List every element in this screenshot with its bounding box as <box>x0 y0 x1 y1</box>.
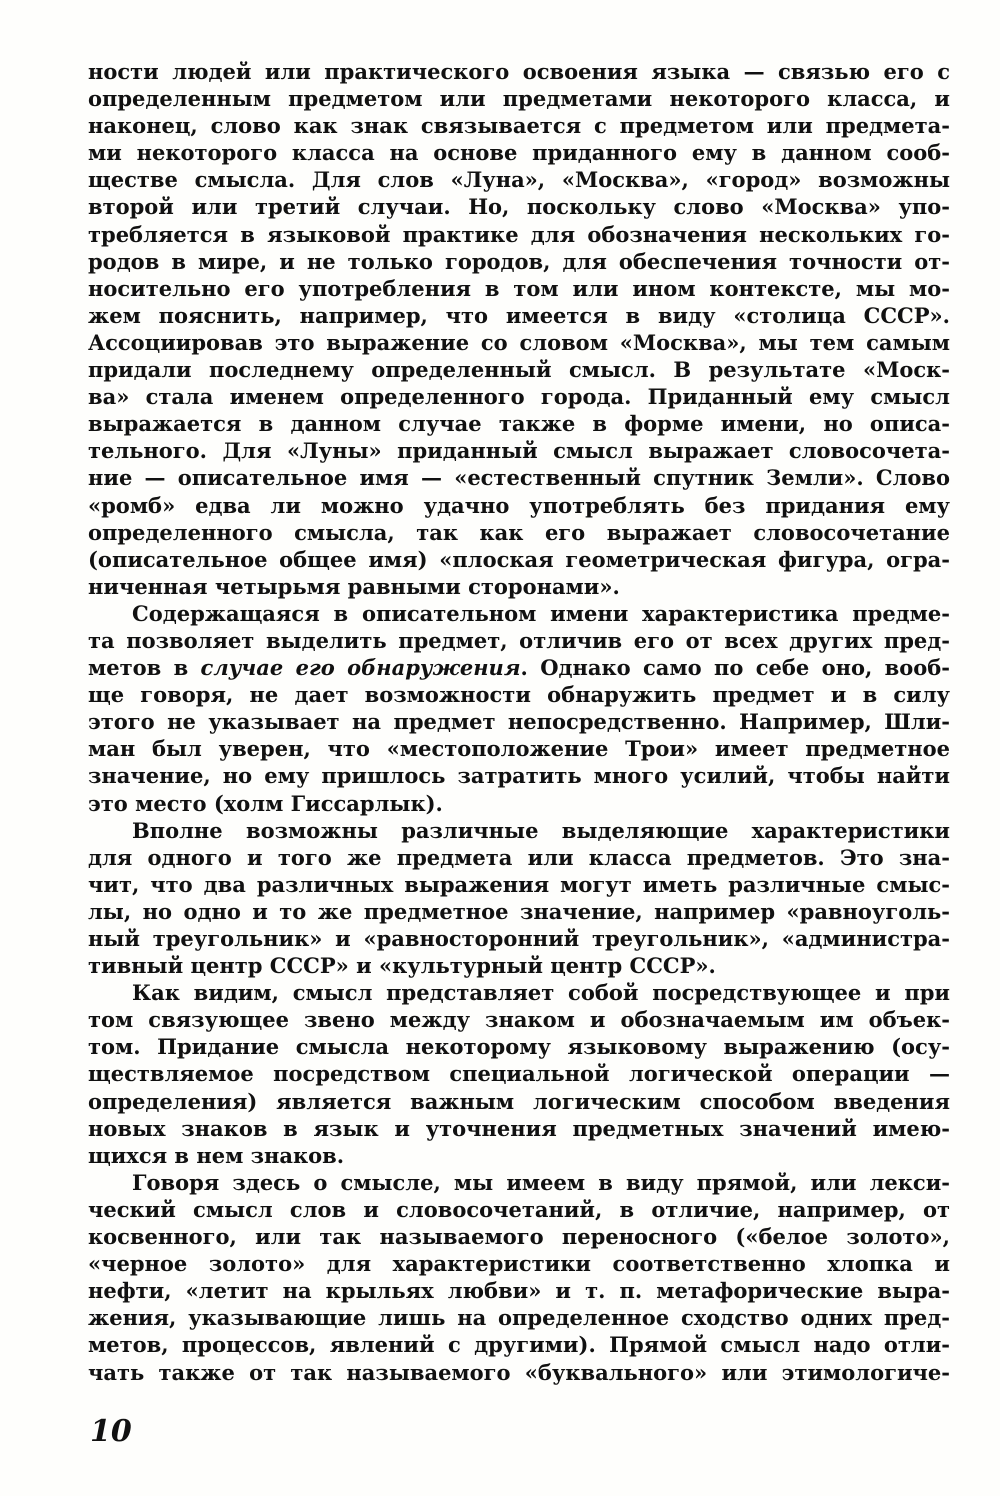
text-line <box>88 654 950 681</box>
text-line: ществе смысла. Для слов «Луна», «Москва», «город» возможны <box>88 167 950 193</box>
text-line: тельного. Для «Луны» приданный смысл выражает словосочета- <box>88 438 950 464</box>
text-line: «ромб» едва ли можно удачно употреблять без придания ему <box>88 492 950 518</box>
text-line: требляется в языковой практике для обозначения нескольких го- <box>88 221 950 247</box>
text-line: том. Придание смысла некоторому языковому выражению (осу- <box>88 1034 950 1060</box>
text-line: придали последнему определенный смысл. В результате «Моск- <box>88 357 950 383</box>
text-line: щихся в нем знаков. <box>88 1142 345 1168</box>
text-line: лы, но одно и то же предметное значение, например «равноуголь- <box>88 898 950 924</box>
text-line: косвенного, или так называемого переносного («белое золото», <box>88 1224 950 1250</box>
text-line: жения, указывающие лишь на определенное сходство одних пред- <box>88 1305 950 1331</box>
text-line: носительно его употребления в том или ином контексте, мы мо- <box>88 275 950 301</box>
text-line: новых знаков в язык и уточнения предметных значений имею- <box>88 1115 950 1141</box>
text-line: ман был уверен, что «местоположение Трои» имеет предметное <box>88 736 950 762</box>
body-text <box>88 58 950 1386</box>
text-line: родов в мире, и не только городов, для обеспечения точности от- <box>88 248 950 274</box>
text-line: значение, но ему пришлось затратить много усилий, чтобы найти <box>88 763 950 789</box>
text-line: ществляемое посредством специальной логической операции — <box>88 1061 950 1087</box>
text-line: та позволяет выделить предмет, отличив его от всех других пред- <box>88 627 950 653</box>
text-line: тивный центр СССР» и «культурный центр СССР». <box>88 953 716 979</box>
text-line: ческий смысл слов и словосочетаний, в отличие, например, от <box>88 1196 950 1222</box>
text-line: второй или третий случаи. Но, поскольку слово «Москва» упо- <box>88 194 950 220</box>
text-fragment: . Однако само по себе оно, вооб- <box>520 655 950 681</box>
text-line: выражается в данном случае также в форме имени, но описа- <box>88 411 950 437</box>
text-line: ще говоря, не дает возможности обнаружить предмет и в силу <box>88 682 950 708</box>
text-line: чит, что два различных выражения могут иметь различные смыс- <box>88 871 950 897</box>
text-line: Говоря здесь о смысле, мы имеем в виду прямой, или лекси- <box>132 1169 950 1195</box>
text-line: наконец, слово как знак связывается с предметом или предмета- <box>88 113 950 139</box>
text-fragment: метов в <box>88 655 189 681</box>
text-line: ниченная четырьмя равными сторонами». <box>88 573 620 599</box>
text-line: ми некоторого класса на основе приданного ему в данном сооб- <box>88 140 950 166</box>
text-line: Как видим, смысл представляет собой посредствующее и при <box>132 980 950 1006</box>
text-line: нефти, «летит на крыльях любви» и т. п. метафорические выра- <box>88 1278 950 1304</box>
text-line: ва» стала именем определенного города. Приданный ему смысл <box>88 384 950 410</box>
text-line: ный треугольник» и «равносторонний треугольник», «администра- <box>88 926 950 951</box>
text-line: ние — описательное имя — «естественный спутник Земли». Слово <box>88 465 950 491</box>
text-line: это место (холм Гиссарлык). <box>88 790 443 816</box>
text-line: определенным предметом или предметами некоторого класса, и <box>88 86 950 112</box>
text-line: определения) является важным логическим способом введения <box>88 1088 950 1114</box>
text-line: том связующее звено между знаком и обозначаемым им объек- <box>88 1007 950 1033</box>
text-line: Содержащаяся в описательном имени характеристика предме- <box>132 600 950 626</box>
text-line: «черное золото» для характеристики соответственно хлопка и <box>88 1251 950 1277</box>
text-line: (описательное общее имя) «плоская геометрическая фигура, огра- <box>88 546 950 572</box>
text-line: для одного и того же предмета или класса предметов. Это зна- <box>88 844 950 870</box>
text-line: метов, процессов, явлений с другими). Прямой смысл надо отли- <box>88 1332 950 1358</box>
text-line: определенного смысла, так как его выражает словосочетание <box>88 519 950 545</box>
page-number: 10 <box>90 1414 132 1449</box>
italic-phrase: случае его обнаружения <box>200 655 521 681</box>
text-line: Ассоциировав это выражение со словом «Москва», мы тем самым <box>88 329 950 355</box>
text-line: жем пояснить, например, что имеется в виду «столица СССР». <box>88 302 950 328</box>
text-line: чать также от так называемого «буквального» или этимологиче- <box>88 1359 950 1385</box>
text-line: этого не указывает на предмет непосредственно. Например, Шли- <box>88 709 950 735</box>
text-line: Вполне возможны различные выделяющие характеристики <box>132 817 950 843</box>
text-line: ности людей или практического освоения языка — связью его с <box>88 59 950 84</box>
